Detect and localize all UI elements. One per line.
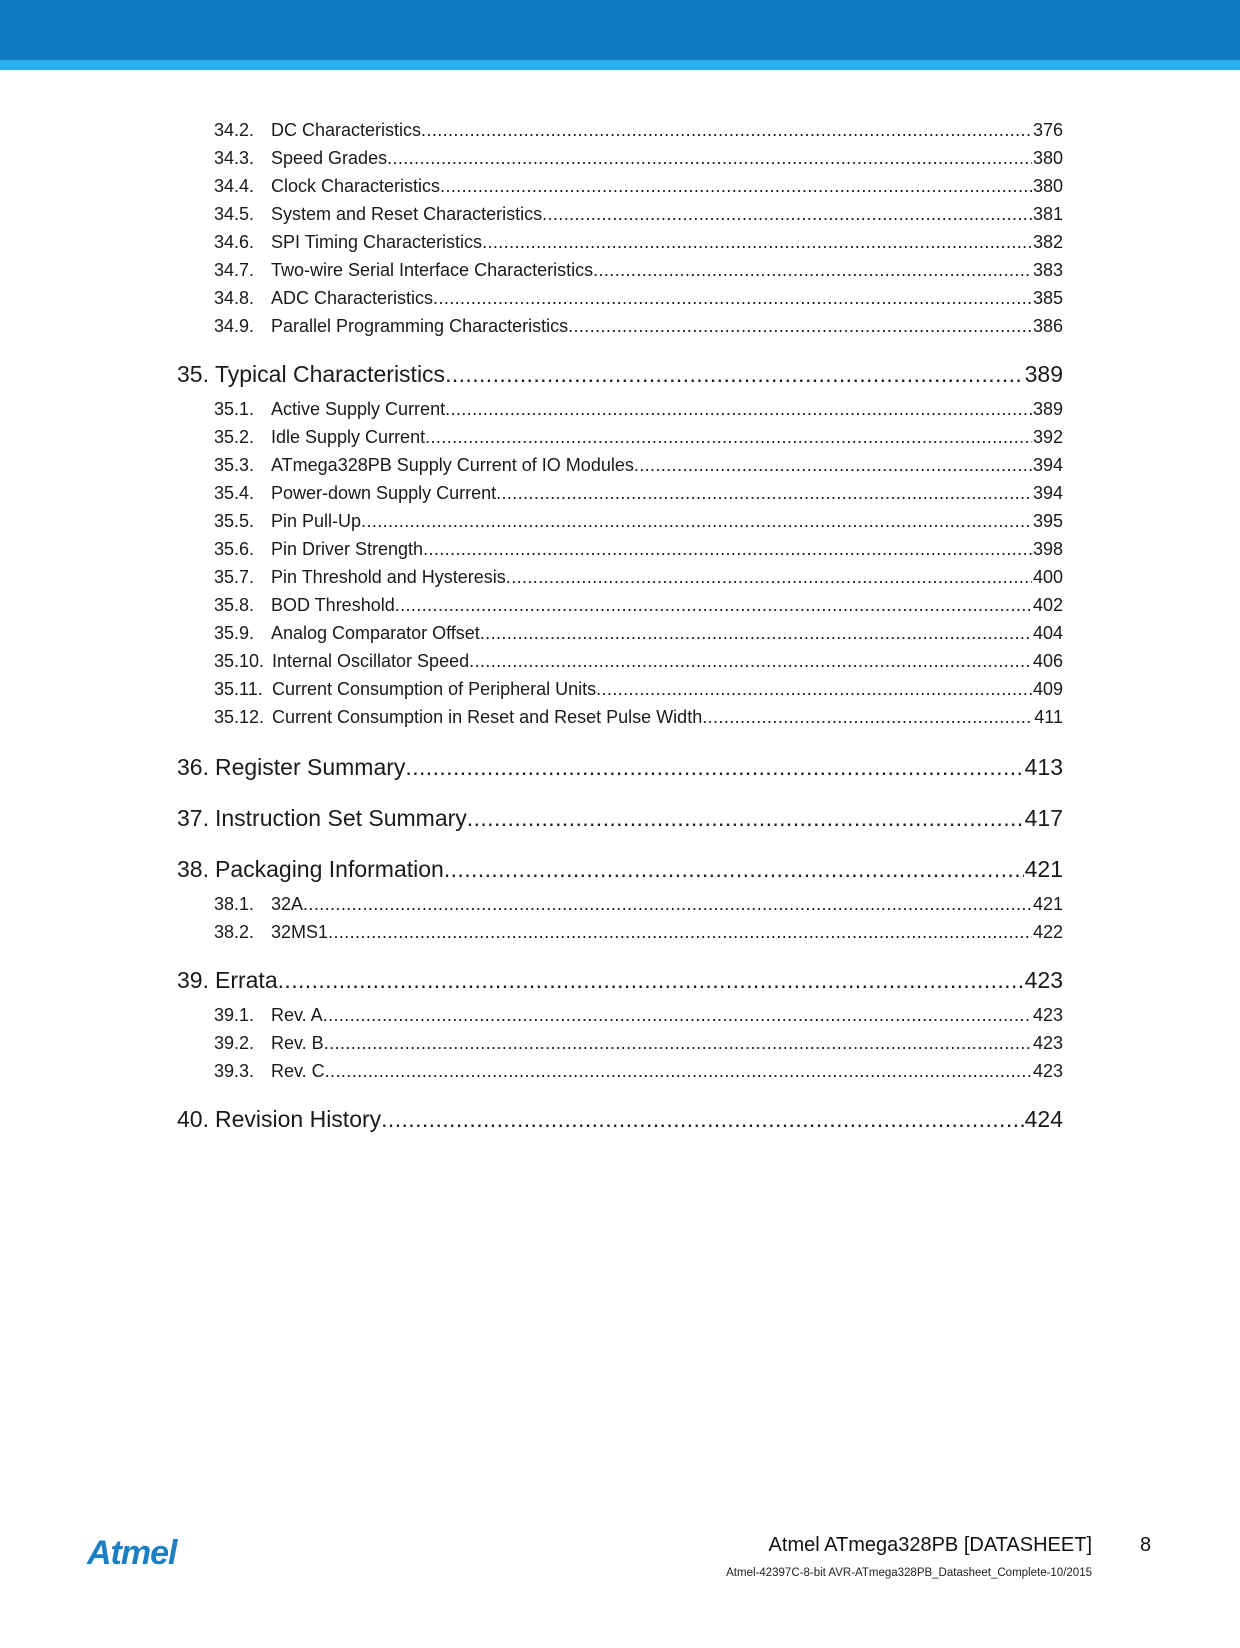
atmel-logo: Atmel [87, 1534, 177, 1572]
toc-entry-number: 34.7. [214, 260, 255, 280]
toc-entry-title: Two-wire Serial Interface Characteristics [271, 260, 594, 280]
toc-entry-page: 392 [1032, 427, 1063, 447]
toc-entry-page: 421 [1024, 856, 1063, 882]
toc-dot-leader [423, 537, 1032, 561]
toc-dot-leader [702, 705, 1033, 729]
toc-entry-number: 35.11. [214, 679, 263, 699]
toc-section-entry[interactable] [214, 118, 1063, 142]
toc-entry-number: 35.7. [214, 567, 255, 587]
toc-dot-leader [278, 965, 1024, 995]
toc-chapter-entry[interactable] [177, 803, 1063, 833]
toc-dot-leader [361, 509, 1032, 533]
toc-entry-page: 409 [1032, 679, 1063, 699]
toc-entry-page: 423 [1032, 1033, 1063, 1053]
toc-entry-number: 35.4. [214, 483, 255, 503]
toc-entry-page: 422 [1032, 922, 1063, 942]
toc-entry-number: 38.2. [214, 922, 255, 942]
toc-section-entry[interactable] [214, 1059, 1063, 1083]
toc-entry-page: 404 [1032, 623, 1063, 643]
toc-entry-title: Rev. A [271, 1005, 323, 1025]
toc-dot-leader [469, 649, 1032, 673]
toc-entry-page: 424 [1024, 1106, 1063, 1132]
toc-entry-page: 382 [1032, 232, 1063, 252]
toc-chapter-entry[interactable] [177, 1104, 1063, 1134]
toc-entry-number: 35.1. [214, 399, 255, 419]
toc-entry-title: Speed Grades [271, 148, 388, 168]
toc-entry-page: 411 [1034, 707, 1063, 727]
toc-entry-page: 400 [1032, 567, 1063, 587]
toc-entry-page: 423 [1032, 1061, 1063, 1081]
toc-entry-title: Parallel Programming Characteristics [271, 316, 569, 336]
footer-doc-id: Atmel-42397C-8-bit AVR-ATmega328PB_Datasheet_Complete-10/2015 [726, 1567, 1092, 1579]
header-stripe [0, 60, 1240, 70]
toc-section-entry[interactable] [214, 397, 1063, 421]
toc-entry-number: 34.2. [214, 120, 255, 140]
toc-entry-number: 38. [177, 856, 209, 882]
toc-entry-title: Instruction Set Summary [214, 805, 467, 831]
toc-entry-title: BOD Threshold [271, 595, 395, 615]
toc-entry-title: Register Summary [214, 754, 406, 780]
toc-entry-page: 395 [1032, 511, 1063, 531]
toc-entry-page: 383 [1032, 260, 1063, 280]
toc-entry-title: ADC Characteristics [271, 288, 434, 308]
toc-dot-leader [445, 397, 1032, 421]
toc-entry-page: 423 [1024, 967, 1063, 993]
toc-entry-number: 34.3. [214, 148, 255, 168]
toc-entry-title: 32A [271, 894, 304, 914]
toc-entry-number: 39.2. [214, 1033, 255, 1053]
toc-entry-number: 40. [177, 1106, 209, 1132]
toc-section-entry[interactable] [214, 314, 1063, 338]
toc-dot-leader [421, 118, 1032, 142]
toc-entry-number: 35.3. [214, 455, 255, 475]
toc-entry-number: 34.6. [214, 232, 255, 252]
toc-section-entry[interactable] [214, 202, 1063, 226]
toc-dot-leader [328, 920, 1032, 944]
toc-dot-leader [480, 621, 1032, 645]
toc-entry-page: 386 [1032, 316, 1063, 336]
toc-entry-number: 35.12. [214, 707, 265, 727]
toc-section-entry[interactable] [214, 920, 1063, 944]
toc-entry-number: 34.8. [214, 288, 255, 308]
toc-entry-title: Typical Characteristics [214, 361, 446, 387]
toc-entry-number: 39.1. [214, 1005, 255, 1025]
toc-dot-leader [593, 258, 1032, 282]
toc-entry-page: 394 [1032, 483, 1063, 503]
toc-dot-leader [440, 174, 1032, 198]
toc-entry-number: 34.5. [214, 204, 255, 224]
toc-section-entry[interactable] [214, 621, 1063, 645]
toc-section-entry[interactable] [214, 705, 1063, 729]
toc-entry-page: 394 [1032, 455, 1063, 475]
toc-dot-leader [381, 1104, 1023, 1134]
toc-entry-title: System and Reset Characteristics [271, 204, 543, 224]
toc-entry-number: 38.1. [214, 894, 255, 914]
toc-section-entry[interactable] [214, 230, 1063, 254]
toc-entry-page: 380 [1032, 148, 1063, 168]
toc-entry-page: 402 [1032, 595, 1063, 615]
toc-dot-leader [542, 202, 1032, 226]
toc-entry-page: 381 [1032, 204, 1063, 224]
toc-section-entry[interactable] [214, 509, 1063, 533]
toc-entry-title: 32MS1 [271, 922, 329, 942]
toc-dot-leader [634, 453, 1032, 477]
header-bar [0, 0, 1240, 60]
toc-dot-leader [395, 593, 1032, 617]
toc-section-entry[interactable] [214, 565, 1063, 589]
toc-chapter-entry[interactable] [177, 752, 1063, 782]
toc-section-entry[interactable] [214, 286, 1063, 310]
toc-entry-title: Power-down Supply Current [271, 483, 497, 503]
toc-entry-page: 398 [1032, 539, 1063, 559]
toc-dot-leader [303, 892, 1032, 916]
toc-entry-title: Idle Supply Current [271, 427, 426, 447]
toc-dot-leader [433, 286, 1032, 310]
toc-section-entry[interactable] [214, 1003, 1063, 1027]
toc-entry-number: 35.2. [214, 427, 255, 447]
toc-entry-number: 34.9. [214, 316, 255, 336]
toc-entry-number: 35.10. [214, 651, 265, 671]
toc-entry-title: Clock Characteristics [271, 176, 441, 196]
toc-entry-title: SPI Timing Characteristics [271, 232, 483, 252]
toc-dot-leader [425, 425, 1032, 449]
footer-page-number: 8 [1140, 1534, 1152, 1556]
toc-entry-page: 417 [1024, 805, 1063, 831]
toc-section-entry[interactable] [214, 537, 1063, 561]
toc-entry-title: Analog Comparator Offset [271, 623, 480, 643]
toc-entry-title: Pin Threshold and Hysteresis [271, 567, 506, 587]
toc-entry-number: 34.4. [214, 176, 255, 196]
toc-chapter-entry[interactable] [177, 854, 1063, 884]
toc-section-entry[interactable] [214, 892, 1063, 916]
toc-dot-leader [596, 677, 1032, 701]
toc-dot-leader [444, 854, 1024, 884]
toc-entry-title: Errata [214, 967, 278, 993]
toc-entry-page: 385 [1032, 288, 1063, 308]
toc-entry-number: 37. [177, 805, 209, 831]
toc-dot-leader [568, 314, 1032, 338]
toc-entry-page: 376 [1032, 120, 1063, 140]
toc-dot-leader [506, 565, 1032, 589]
toc-entry-number: 39.3. [214, 1061, 255, 1081]
toc-dot-leader [496, 481, 1032, 505]
toc-entry-title: Rev. B [271, 1033, 324, 1053]
toc-section-entry[interactable] [214, 1031, 1063, 1055]
toc-entry-number: 39. [177, 967, 209, 993]
toc-section-entry[interactable] [214, 453, 1063, 477]
toc-entry-page: 389 [1032, 399, 1063, 419]
toc-dot-leader [324, 1031, 1032, 1055]
toc-entry-page: 413 [1024, 754, 1063, 780]
toc-entry-number: 35.8. [214, 595, 255, 615]
toc-entry-page: 406 [1032, 651, 1063, 671]
footer-doc-title: Atmel ATmega328PB [DATASHEET] [768, 1534, 1092, 1556]
toc-section-entry[interactable] [214, 258, 1063, 282]
toc-entry-number: 36. [177, 754, 209, 780]
toc-entry-number: 35.5. [214, 511, 255, 531]
toc-entry-title: Active Supply Current [271, 399, 446, 419]
toc-entry-page: 421 [1032, 894, 1063, 914]
toc-dot-leader [467, 803, 1024, 833]
toc-entry-number: 35. [177, 361, 209, 387]
toc-entry-page: 380 [1032, 176, 1063, 196]
toc-entry-number: 35.9. [214, 623, 255, 643]
toc-section-entry[interactable] [214, 593, 1063, 617]
toc-entry-title: ATmega328PB Supply Current of IO Modules [271, 455, 634, 475]
toc-dot-leader [387, 146, 1032, 170]
toc-section-entry[interactable] [214, 481, 1063, 505]
toc-dot-leader [445, 359, 1024, 389]
toc-entry-title: Pin Pull-Up [271, 511, 362, 531]
toc-dot-leader [482, 230, 1032, 254]
toc-entry-title: Current Consumption in Reset and Reset Pulse Width [272, 707, 703, 727]
toc-dot-leader [325, 1059, 1032, 1083]
toc-chapter-entry[interactable] [177, 359, 1063, 389]
toc-section-entry[interactable] [214, 425, 1063, 449]
toc-entry-title: DC Characteristics [271, 120, 422, 140]
toc-section-entry[interactable] [214, 174, 1063, 198]
toc-entry-page: 423 [1032, 1005, 1063, 1025]
toc-entry-number: 35.6. [214, 539, 255, 559]
toc-dot-leader [323, 1003, 1032, 1027]
toc-entry-page: 389 [1024, 361, 1063, 387]
toc-section-entry[interactable] [214, 146, 1063, 170]
toc-entry-title: Rev. C [271, 1061, 325, 1081]
toc-entry-title: Packaging Information [214, 856, 444, 882]
toc-entry-title: Pin Driver Strength [271, 539, 424, 559]
toc-dot-leader [405, 752, 1023, 782]
toc-chapter-entry[interactable] [177, 965, 1063, 995]
toc-section-entry[interactable] [214, 649, 1063, 673]
toc-entry-title: Revision History [214, 1106, 382, 1132]
toc-section-entry[interactable] [214, 677, 1063, 701]
toc-entry-title: Current Consumption of Peripheral Units [272, 679, 597, 699]
toc-entry-title: Internal Oscillator Speed [272, 651, 470, 671]
